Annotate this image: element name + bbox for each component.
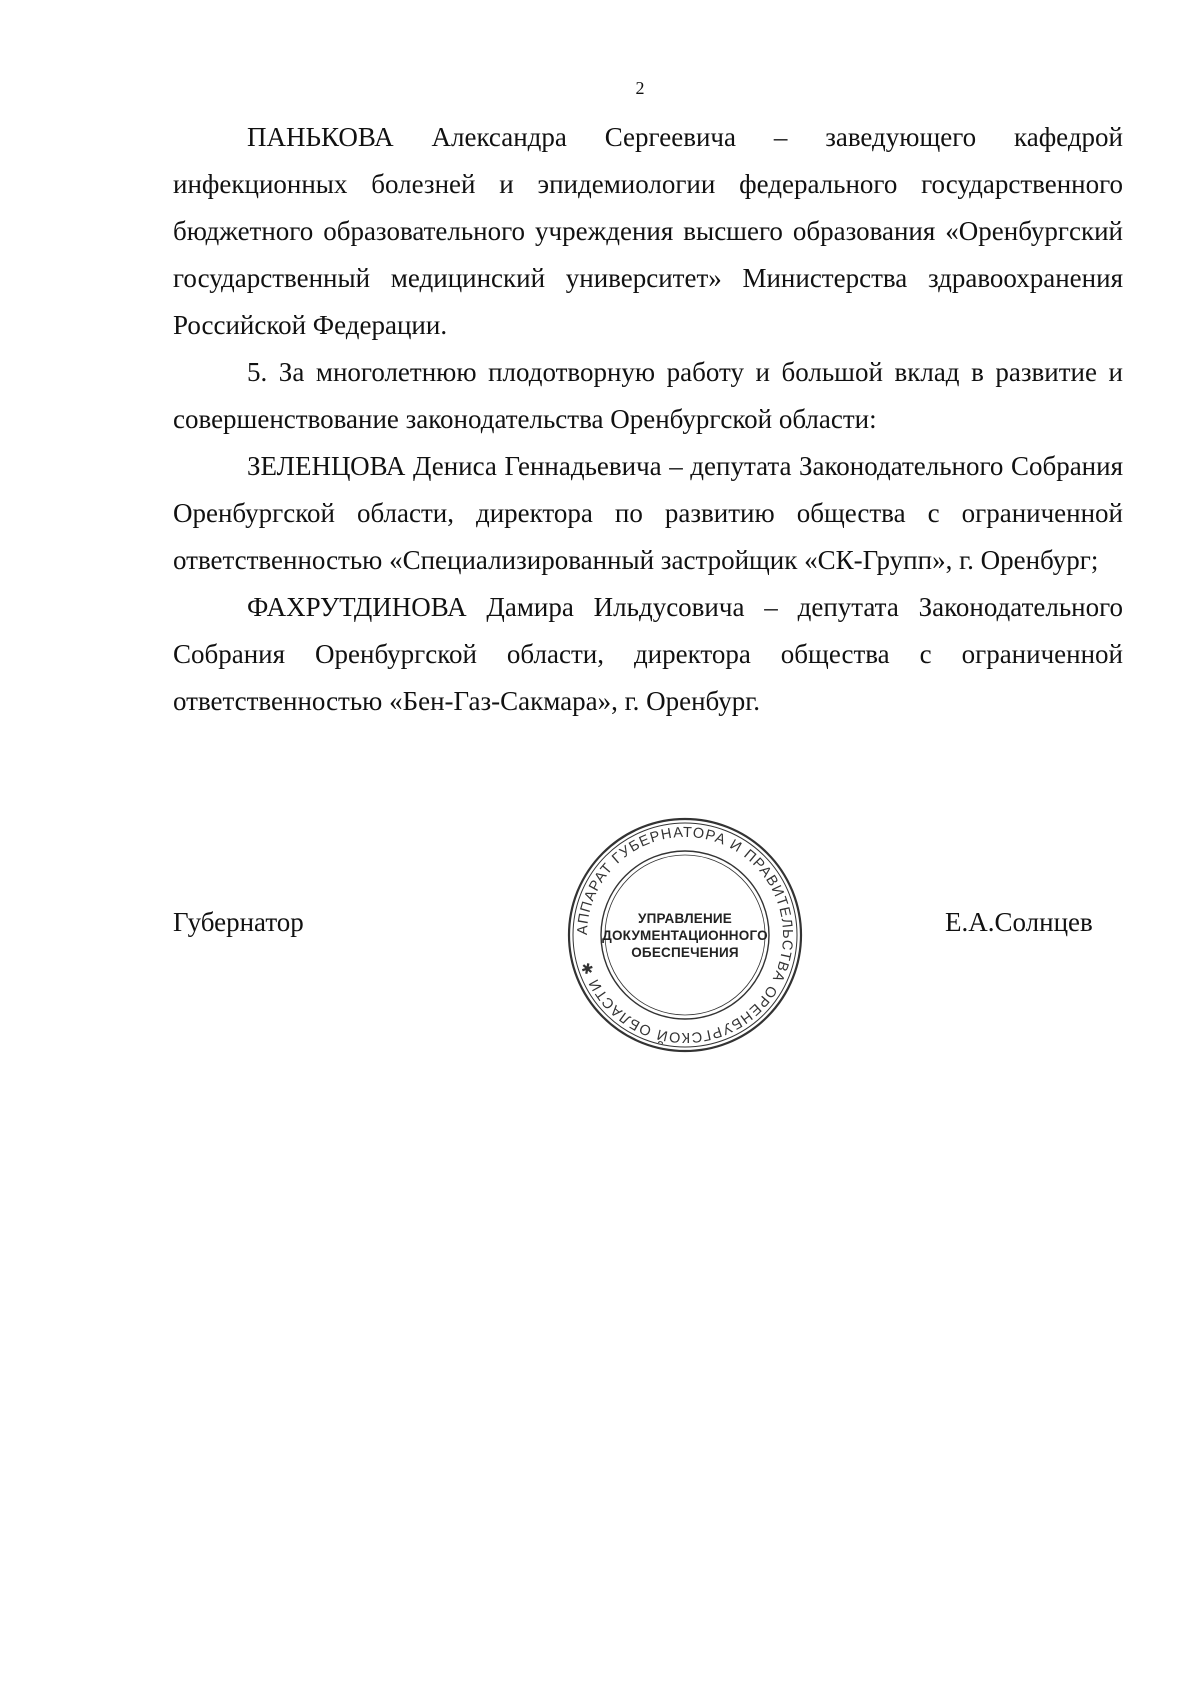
seal-center-line: УПРАВЛЕНИЕ (637, 910, 732, 926)
official-seal (565, 815, 805, 1055)
seal-center-line: ОБЕСПЕЧЕНИЯ (631, 944, 739, 960)
seal-ring-text: АППАРАТ ГУБЕРНАТОРА И ПРАВИТЕЛЬСТВА ОРЕНБУРГСКОЙ ОБЛАСТИ ✱ (574, 824, 796, 1046)
paragraph-fakhrutdinov: ФАХРУТДИНОВА Дамира Ильдусовича – депутата Законодательного Собрания Оренбургской области, директора общества с ограниченной ответственностью «Бен-Газ-Сакмара», г. Оренбург. (173, 592, 1123, 716)
signature-name: Е.А.Солнцев (945, 907, 1093, 937)
paragraph-section-5: 5. За многолетнюю плодотворную работу и большой вклад в развитие и совершенствование законодательства Оренбургской области: (173, 357, 1123, 434)
seal-center-text (565, 815, 805, 1055)
seal-center-line: ДОКУМЕНТАЦИОННОГО (602, 927, 768, 943)
document-body (173, 114, 1123, 725)
paragraph-zelentsov: ЗЕЛЕНЦОВА Дениса Геннадьевича – депутата Законодательного Собрания Оренбургской области, директора по развитию общества с ограниченной ответственностью «Специализированный застройщик «СК-Групп», г. Оренбург; (173, 451, 1123, 575)
signature-title: Губернатор (173, 907, 304, 937)
paragraph-pankov: ПАНЬКОВА Александра Сергеевича – заведующего кафедрой инфекционных болезней и эпидемиологии федерального государственного бюджетного образовательного учреждения высшего образования «Оренбургский государственный медицинский университет» Министерства здравоохранения Российской Федерации. (173, 122, 1123, 340)
page-number: 2 (635, 78, 645, 98)
